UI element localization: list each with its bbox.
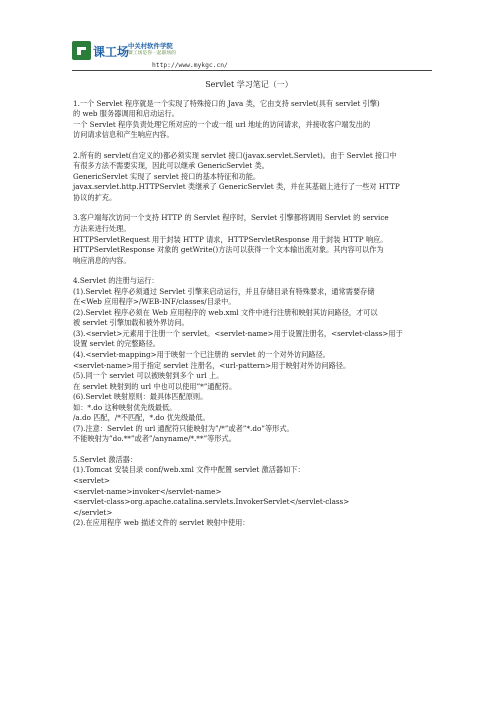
text-line: 2.所有的 servlet(自定义的)都必须实现 servlet 接口(javax.servlet.Servlet)。由于 Servlet 接口中 (73, 150, 397, 160)
logo-icon (72, 40, 130, 62)
text-line: (1).Servlet 程序必须通过 Servlet 引擎来启动运行，并且存储目录有特殊要求，通常需要存储 (73, 286, 375, 296)
paragraph (73, 99, 425, 141)
paragraph (73, 151, 425, 204)
text-line: HTTPServletResponse 对象的 getWrite()方法可以获得一个文本输出流对象。其内容可以作为 (73, 245, 384, 255)
text-line: (6).Servlet 映射原则：最具体匹配原则。 (73, 392, 208, 402)
header-url-link[interactable]: http://www.mykgc.cn/ (152, 62, 228, 69)
text-line: 的 web 服务器调用和启动运行。 (73, 109, 179, 119)
text-line: (4).<servlet-mapping>用于映射一个已注册的 servlet 的一个对外访问路径。 (73, 349, 330, 359)
logo-name: 中关村软件学院 (128, 42, 173, 50)
page-header (72, 40, 432, 70)
text-line: <servlet> (73, 476, 110, 485)
text-line: 4.Servlet 的注册与运行： (73, 276, 159, 286)
logo-text: 课工场 (93, 45, 130, 59)
document-body (73, 79, 425, 529)
text-line: 被 servlet 引擎加载和被外界访问。 (73, 318, 189, 328)
text-line: (5).同一个 servlet 可以被映射到多个 url 上。 (73, 371, 224, 381)
text-line: <servlet-class>org.apache.catalina.servlets.InvokerServlet</servlet-class> (73, 497, 350, 507)
text-line: 响应消息的内容。 (73, 255, 131, 265)
text-line: 在<Web 应用程序>/WEB-INF/classes/目录中。 (73, 297, 236, 307)
text-line: HTTPServletRequest 用于封装 HTTP 请求，HTTPServletResponse 用于封装 HTTP 响应。 (73, 234, 388, 244)
text-line: 在 servlet 映射到的 url 中也可以使用”*”通配符。 (73, 381, 237, 391)
paragraph-gap (73, 266, 425, 276)
paragraph (73, 213, 425, 266)
paragraph (73, 276, 425, 445)
text-line: 1.一个 Servlet 程序就是一个实现了特殊接口的 Java 类，它由支持 servlet(具有 servlet 引擎) (73, 98, 380, 108)
text-line: (2).在应用程序 web 描述文件的 servlet 映射中使用： (73, 518, 250, 528)
text-line: /a.do 匹配，/*不匹配，*.do 优先级最低。 (73, 413, 210, 423)
text-line: GenericServlet 实现了 servlet 接口的基本特征和功能。 (73, 171, 261, 181)
text-line: 5.Servlet 激活器： (73, 454, 138, 464)
paragraph-gap (73, 445, 425, 455)
text-line: 方法来进行处理。 (73, 223, 131, 233)
text-line: (3).<servlet>元素用于注册一个 servlet。<servlet-name>用于设置注册名，<servlet-class>用于 (73, 328, 403, 338)
text-line: 设置 servlet 的完整路径。 (73, 339, 160, 349)
text-line: 3.客户端每次访问一个支持 HTTP 的 Servlet 程序时，Servlet 引擎都将调用 Servlet 的 service (73, 213, 389, 223)
header-divider (72, 70, 432, 71)
paragraph-gap (73, 203, 425, 213)
text-line: (1).Tomcat 安装目录 conf/web.xml 文件中配置 servlet 激活器如下： (73, 465, 305, 475)
text-line: <servlet-name>用于指定 servlet 注册名，<url-pattern>用于映射对外访问路径。 (73, 360, 351, 370)
paragraph-gap (73, 141, 425, 151)
text-line: javax.servlet.http.HTTPServlet 类继承了 GenericServlet 类，并在其基础上进行了一些对 HTTP (73, 182, 400, 192)
document-title: Servlet 学习笔记（一） (205, 80, 293, 89)
paragraph (73, 455, 425, 529)
text-line: 有很多方法不需要实现，因此可以继承 GenericServlet 类。 (73, 161, 269, 171)
text-line: 协议的扩充。 (73, 192, 117, 202)
text-line: <servlet-name>invoker</servlet-name> (73, 486, 222, 496)
text-line: (2).Servlet 程序必须在 Web 应用程序的 web.xml 文件中进行注册和映射其访问路径，才可以 (73, 307, 378, 317)
text-line: 访问请求信息和产生响应内容。 (73, 130, 174, 140)
text-line: 如：*.do 这种映射优先级最低。 (73, 402, 177, 412)
text-line: 一个 Servlet 程序负责处理它所对应的一个或一组 url 地址的访问请求，并接收客户端发出的 (73, 119, 371, 129)
logo-slogan: 课工场是你一起职场的 (128, 51, 176, 56)
text-line: </servlet> (73, 507, 113, 517)
paragraph-list (73, 99, 425, 529)
text-line: 不能映射为”do.**”或者”/anyname/*.**”等形式。 (73, 434, 236, 444)
text-line: (7).注意：Servlet 的 url 通配符只能映射为”/*”或者”*.do”等形式。 (73, 423, 294, 433)
